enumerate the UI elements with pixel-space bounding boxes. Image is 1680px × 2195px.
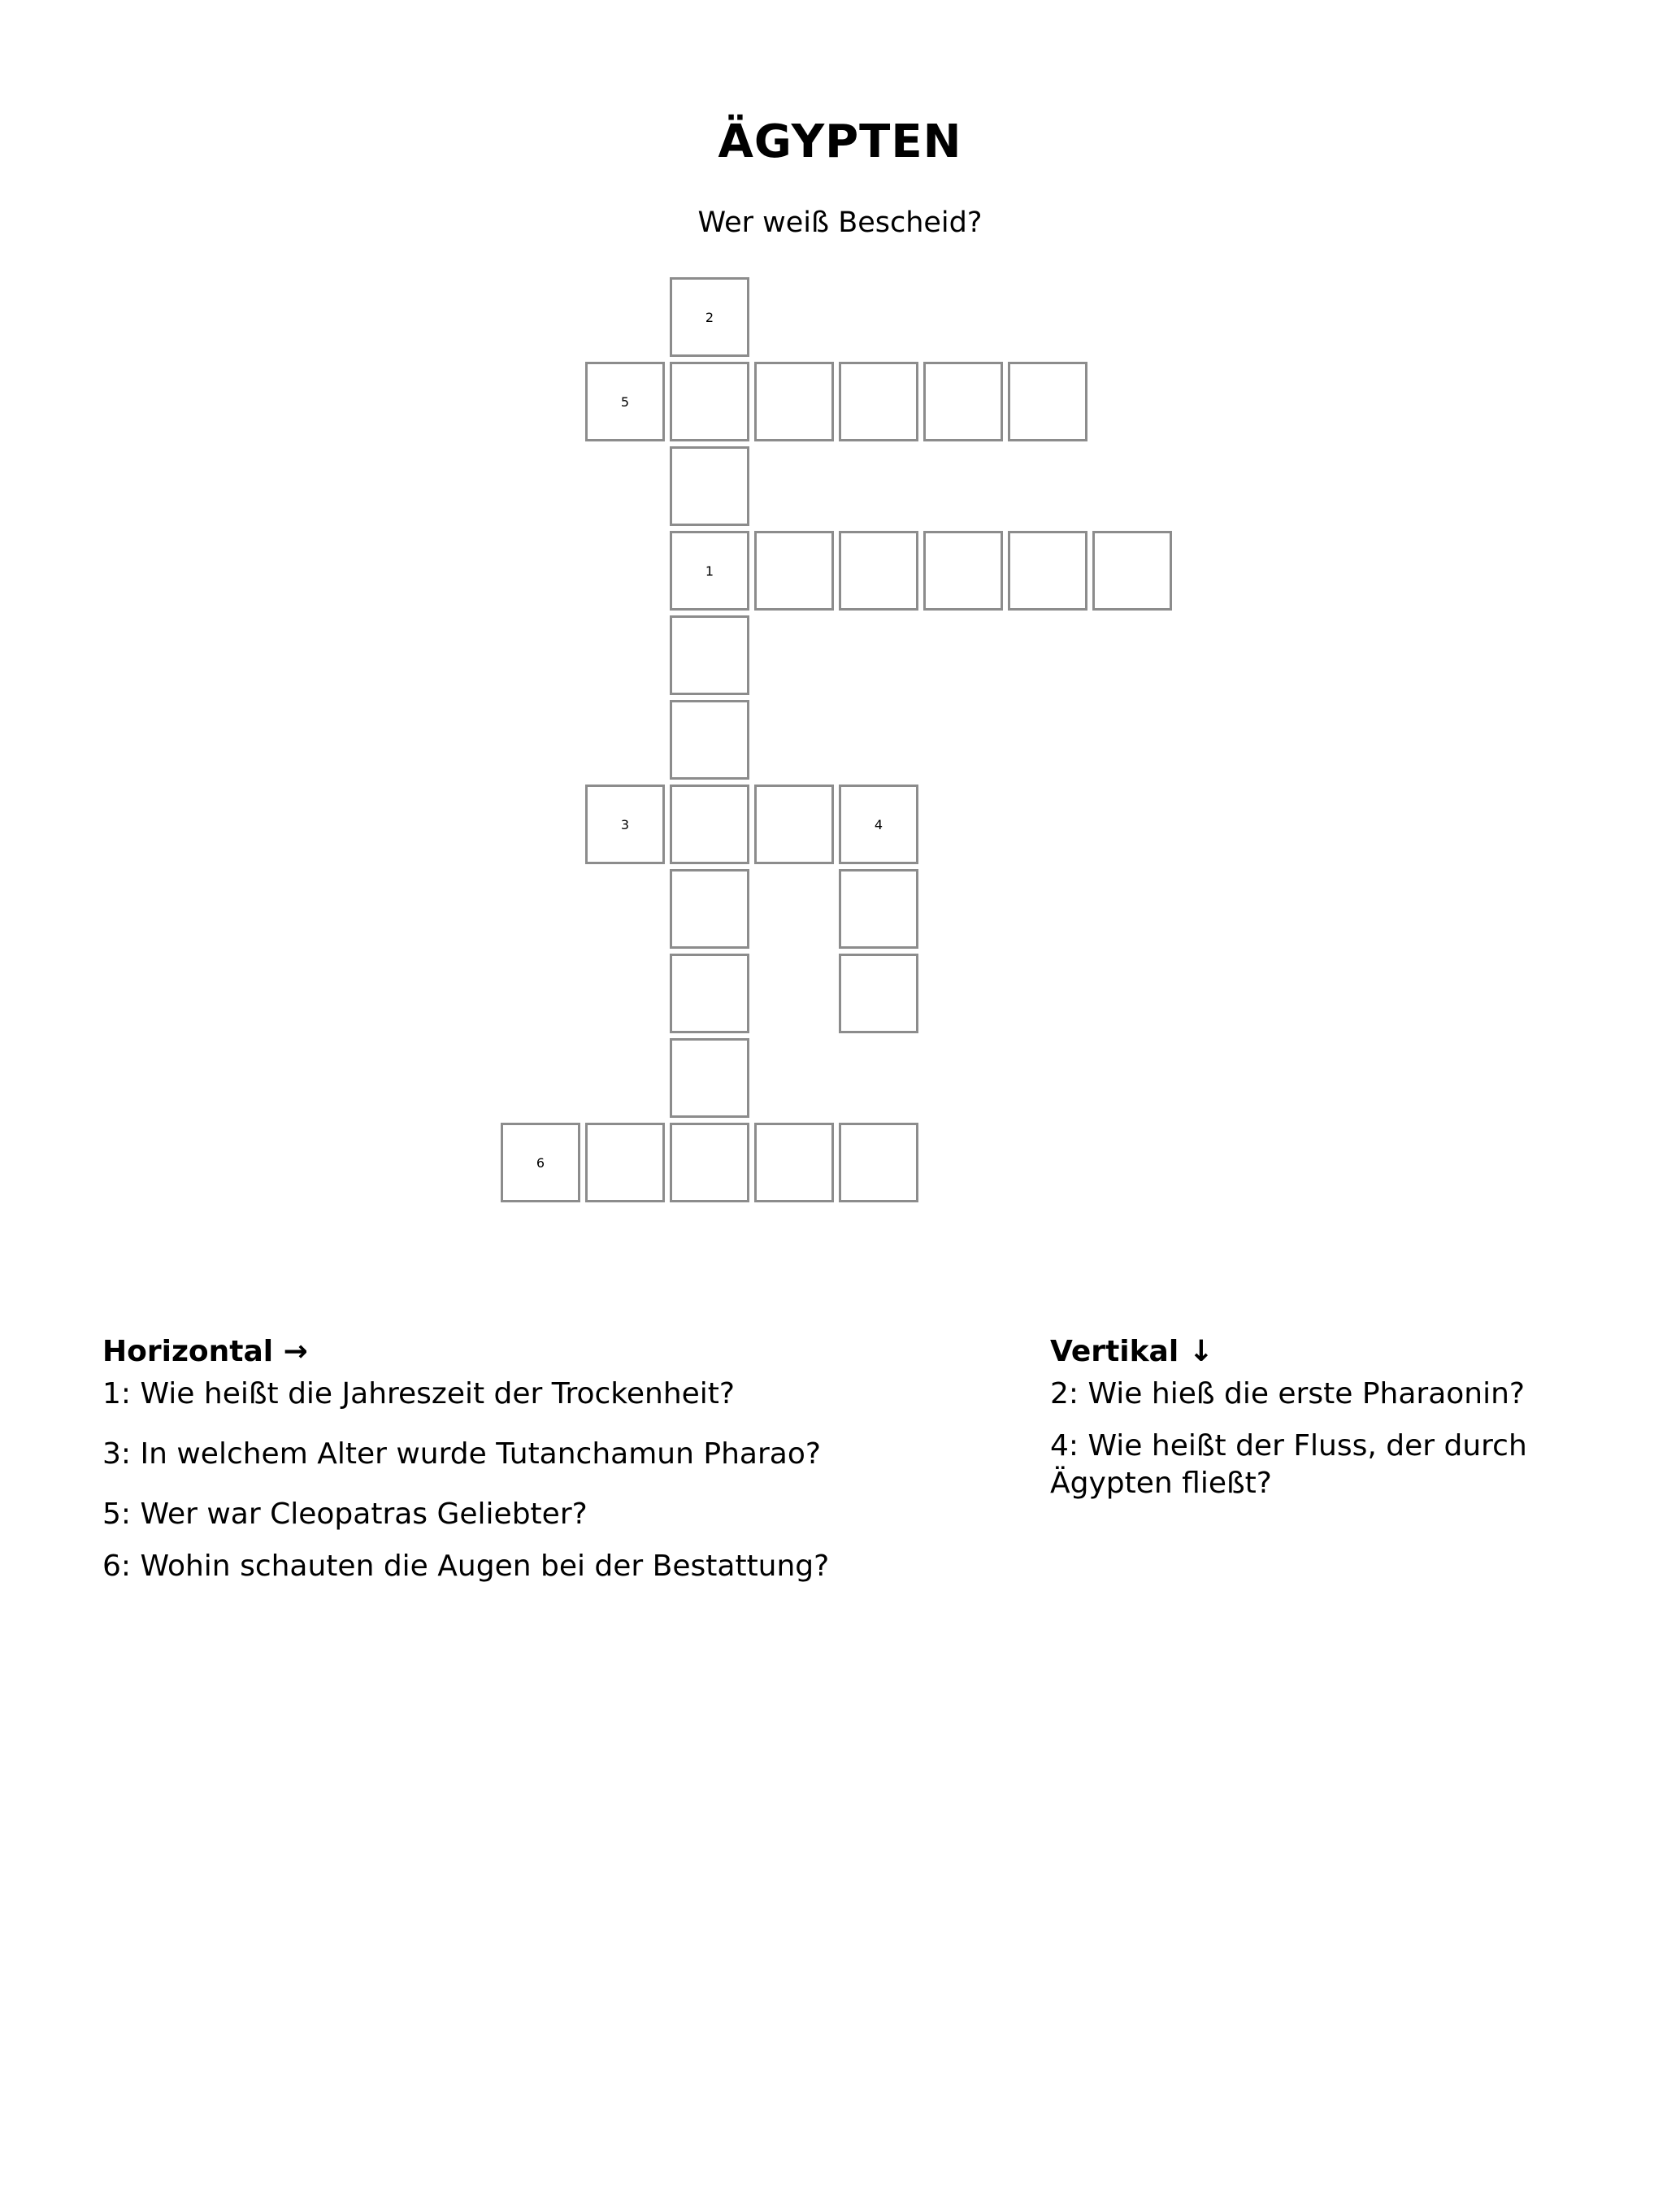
clue-number: 5 xyxy=(620,393,630,410)
horizontal-clue-1: 1: Wie heißt die Jahreszeit der Trockenheit? xyxy=(102,1377,736,1410)
crossword-cell[interactable] xyxy=(670,700,749,780)
clue-number: 1 xyxy=(705,563,714,579)
crossword-cell[interactable] xyxy=(670,1038,749,1118)
horizontal-clues-heading: Horizontal → xyxy=(102,1335,308,1368)
crossword-cell[interactable] xyxy=(670,362,749,441)
page-subtitle: Wer weiß Bescheid? xyxy=(697,206,983,239)
horizontal-clue-5: 5: Wer war Cleopatras Geliebter? xyxy=(102,1497,588,1531)
crossword-cell[interactable] xyxy=(670,954,749,1033)
crossword-cell[interactable] xyxy=(670,1123,749,1202)
crossword-cell[interactable] xyxy=(754,1123,834,1202)
page-title: ÄGYPTEN xyxy=(718,115,962,168)
crossword-cell[interactable] xyxy=(670,785,749,864)
horizontal-clue-3: 3: In welchem Alter wurde Tutanchamun Pharao? xyxy=(102,1437,821,1471)
vertical-clues xyxy=(1050,1333,1587,1517)
crossword-cell[interactable] xyxy=(754,531,834,611)
clue-number: 2 xyxy=(705,309,714,325)
vertical-clues-heading: Vertikal ↓ xyxy=(1050,1335,1213,1368)
crossword-cell-2[interactable] xyxy=(670,277,749,357)
crossword-cell[interactable] xyxy=(923,362,1003,441)
crossword-cell-3[interactable] xyxy=(585,785,665,864)
horizontal-clue-6: 6: Wohin schauten die Augen bei der Bestattung? xyxy=(102,1550,830,1583)
crossword-cell[interactable] xyxy=(670,446,749,526)
crossword-cell-5[interactable] xyxy=(585,362,665,441)
crossword-cell[interactable] xyxy=(670,869,749,949)
clue-number: 4 xyxy=(874,816,883,832)
horizontal-clues xyxy=(102,1333,915,1600)
crossword-cell[interactable] xyxy=(839,954,918,1033)
vertical-clue-2: 2: Wie hieß die erste Pharaonin? xyxy=(1050,1377,1526,1410)
crossword-cell[interactable] xyxy=(839,362,918,441)
crossword-cell[interactable] xyxy=(839,1123,918,1202)
crossword-cell[interactable] xyxy=(839,531,918,611)
crossword-cell[interactable] xyxy=(839,869,918,949)
crossword-cell[interactable] xyxy=(923,531,1003,611)
crossword-cell[interactable] xyxy=(670,615,749,695)
crossword-cell[interactable] xyxy=(585,1123,665,1202)
crossword-cell[interactable] xyxy=(1092,531,1172,611)
crossword-cell-6[interactable] xyxy=(501,1123,580,1202)
crossword-cell-1[interactable] xyxy=(670,531,749,611)
crossword-cell[interactable] xyxy=(1008,362,1087,441)
crossword-cell[interactable] xyxy=(1008,531,1087,611)
crossword-cell-4[interactable] xyxy=(839,785,918,864)
crossword-cell[interactable] xyxy=(754,785,834,864)
clue-number: 6 xyxy=(536,1154,545,1171)
clue-number: 3 xyxy=(620,816,630,832)
crossword-cell[interactable] xyxy=(754,362,834,441)
vertical-clue-4: 4: Wie heißt der Fluss, der durch Ägypten fließt? xyxy=(1050,1429,1527,1500)
